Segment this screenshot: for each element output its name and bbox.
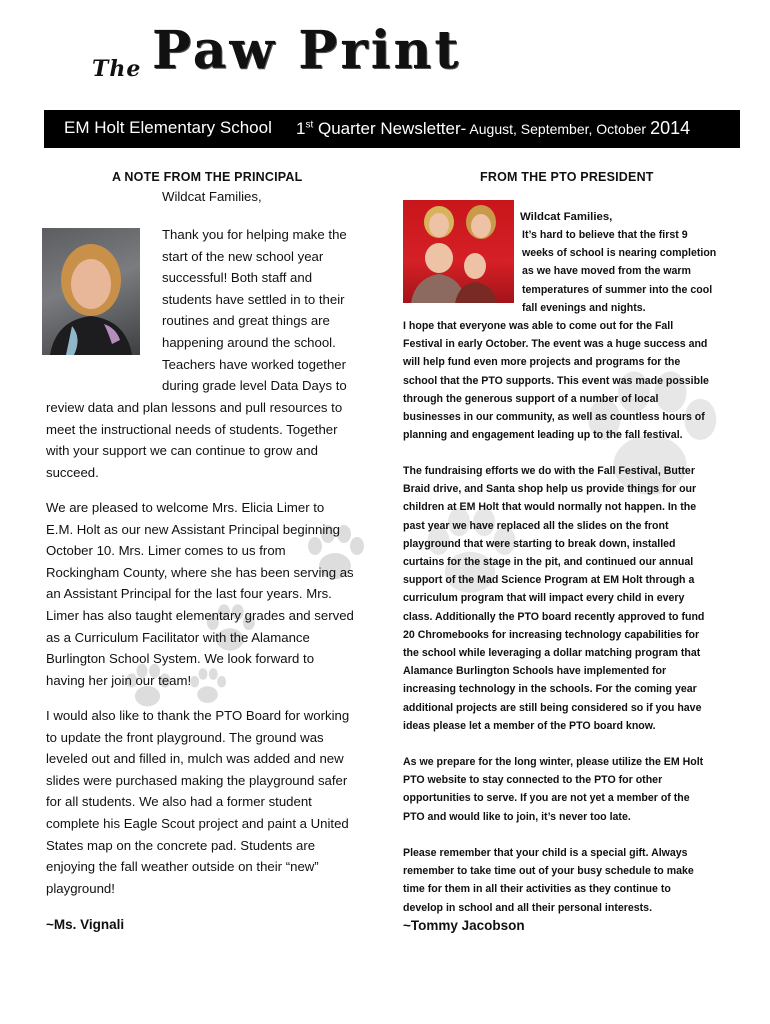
pto-paragraph-1	[522, 226, 726, 317]
text-line: playground!	[46, 880, 115, 896]
text-line: businesses in our community, as well as countless hours of	[403, 411, 705, 424]
newsletter-banner	[44, 110, 740, 148]
text-line: the school while leveraging a dollar matching program that	[403, 647, 701, 660]
principal-photo	[42, 228, 140, 355]
pto-paragraph-3	[403, 753, 726, 826]
pto-signature: ~Tommy Jacobson	[403, 918, 525, 933]
text-line: playground that were starting to break down, installed	[403, 537, 676, 550]
text-line: remember to take time out of your busy schedule to make	[403, 865, 694, 878]
text-line: time for them in all their activities as they continue to	[403, 883, 671, 896]
principal-heading: A NOTE FROM THE PRINCIPAL	[112, 170, 303, 184]
text-line: class. Additionally the PTO board recently approved to fund	[403, 610, 705, 623]
text-line: I would also like to thank the PTO Board for working	[46, 708, 350, 723]
text-line: States map on the concrete pad. Students are	[46, 837, 316, 853]
text-line: We are pleased to welcome Mrs. Elicia Limer to	[46, 500, 325, 515]
text-line: E.M. Holt as our new Assistant Principal beginning	[46, 521, 340, 537]
text-line: October 10. Mrs. Limer comes to us from	[46, 543, 286, 559]
text-line: PTO website to stay connected to the PTO for other	[403, 774, 663, 787]
issue-line	[296, 118, 690, 139]
text-line: 20 Chromebooks for increasing technology capabilities for	[403, 628, 700, 641]
text-line: happening around the school.	[162, 334, 336, 350]
text-line: meet the instructional needs of students. Together	[46, 421, 338, 437]
text-line: during grade level Data Days to	[162, 378, 347, 394]
text-line: fall evenings and nights.	[522, 301, 646, 314]
principal-paragraph-1	[162, 224, 362, 397]
text-line: children at EM Holt that would normally not happen. In the	[403, 501, 697, 514]
pto-paragraph-2	[403, 462, 726, 735]
text-line: with your support we can continue to grow and	[46, 443, 318, 459]
text-line: routines and great things are	[162, 313, 330, 329]
text-line: Teachers have worked together	[162, 356, 346, 372]
text-line: Thank you for helping make the	[162, 227, 347, 242]
issue-months: August, September, October	[466, 121, 647, 137]
quarter-suffix: st	[305, 119, 314, 131]
principal-portrait-icon	[42, 228, 140, 355]
text-line: an Assistant Principal for the last four years. Mrs.	[46, 586, 332, 602]
text-line: enjoying the fall weather outside on their “new”	[46, 859, 319, 875]
masthead-the: The	[92, 56, 142, 82]
masthead	[88, 20, 608, 92]
principal-paragraph-3	[46, 705, 376, 899]
text-line: succeed.	[46, 464, 99, 480]
text-line: planning and engagement leading up to the fall festival.	[403, 429, 683, 442]
text-line: develop in school and all their personal interests.	[403, 901, 653, 914]
principal-signature: ~Ms. Vignali	[46, 917, 125, 932]
text-line: Alamance Burlington Schools have implemented for	[403, 665, 667, 678]
text-line: Please remember that your child is a special gift. Always	[403, 847, 688, 859]
text-line: having her join our team!	[46, 672, 192, 688]
text-line: through the generous support of a number of local	[403, 392, 659, 405]
text-line: past year we have replaced all the slides on the front	[403, 519, 669, 532]
text-line: as a Curriculum Facilitator with the Alamance	[46, 629, 310, 645]
text-line: PTO and would like to join, it’s never too late.	[403, 810, 631, 823]
text-line: ideas please let a member of the PTO board know.	[403, 719, 656, 732]
text-line: review data and plan lessons and pull resources to	[46, 400, 343, 415]
text-line: curriculum program that will impact every child in every	[403, 592, 685, 605]
text-line: temperatures of summer into the cool	[522, 283, 713, 296]
school-name: EM Holt Elementary School	[64, 118, 272, 137]
text-line: as we have moved from the warm	[522, 265, 691, 278]
text-line: Rockingham County, where she has been serving as	[46, 564, 354, 580]
text-line: additional projects are still being considered so if you have	[403, 701, 702, 714]
pto-family-photo	[403, 200, 514, 303]
text-line: school that the PTO supports. This event was made possible	[403, 374, 709, 387]
text-line: Limer has also taught elementary grades and served	[46, 607, 354, 623]
quarter-number: 1	[296, 119, 306, 138]
text-line: Braid drive, and Santa shop help us provide things for our	[403, 483, 697, 496]
principal-greeting: Wildcat Families,	[162, 189, 262, 204]
text-line: I hope that everyone was able to come out for the Fall	[403, 320, 674, 332]
pto-greeting: Wildcat Families,	[520, 211, 613, 223]
text-line: It’s hard to believe that the first 9	[522, 229, 688, 241]
family-portrait-icon	[403, 200, 514, 303]
text-line: successful! Both staff and	[162, 270, 313, 286]
masthead-title: Paw Print	[152, 20, 462, 81]
text-line: The fundraising efforts we do with the Fall Festival, Butter	[403, 465, 695, 477]
principal-paragraph-2	[46, 497, 376, 691]
principal-paragraph-1-cont	[46, 397, 376, 483]
text-line: As we prepare for the long winter, please utilize the EM Holt	[403, 756, 704, 768]
text-line: students have settled in to their	[162, 291, 345, 307]
pto-heading: FROM THE PTO PRESIDENT	[480, 170, 654, 184]
text-line: support of the Mad Science Program at EM Holt through a	[403, 574, 695, 587]
text-line: Burlington School System. We look forward to	[46, 651, 315, 667]
text-line: start of the new school year	[162, 248, 324, 264]
text-line: Festival in early October. The event was a huge success and	[403, 338, 708, 351]
text-line: to update the front playground. The ground was	[46, 729, 324, 745]
issue-year: 2014	[650, 118, 691, 138]
pto-paragraph-1-cont	[403, 317, 726, 444]
text-line: opportunities to serve. If you are not yet a member of the	[403, 792, 690, 805]
text-line: complete his Eagle Scout project and paint a United	[46, 815, 349, 831]
text-line: leveled out and filled in, mulch was added and new	[46, 751, 344, 767]
text-line: weeks of school is nearing completion	[522, 247, 717, 260]
text-line: increasing technology in the schools. For the coming year	[403, 683, 697, 696]
text-line: for all students. We also had a former student	[46, 794, 312, 810]
text-line: slides were purchased making the playground safer	[46, 772, 348, 788]
pto-paragraph-4	[403, 844, 726, 917]
quarter-label: Quarter Newsletter-	[313, 119, 467, 138]
text-line: curtains for the stage in the pit, and continued our annual	[403, 556, 694, 569]
text-line: will help fund even more projects and programs for the	[403, 356, 681, 369]
